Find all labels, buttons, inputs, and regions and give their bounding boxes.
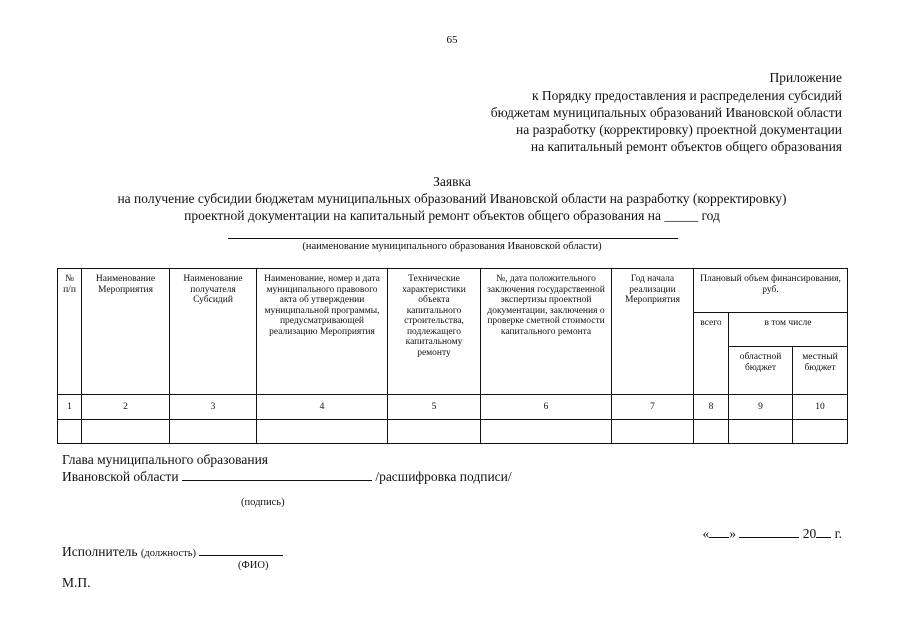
column-number: 5 [388,395,481,420]
header-planned-funding: Плановый объем финансирования, руб. [694,269,848,313]
appendix-line-3: бюджетам муниципальных образований Ивановской области [490,105,842,120]
table-row [58,420,848,444]
appendix-line-2: к Порядку предоставления и распределения субсидий [531,88,842,103]
header-start-year: Год начала реализации Мероприятия [612,269,694,395]
appendix-line-5: на капитальный ремонт объектов общего образования [530,139,842,154]
column-number: 8 [694,395,729,420]
header-total: всего [694,313,729,395]
executor-line [62,544,283,560]
empty-cell[interactable] [58,420,82,444]
header-num: № п/п [58,269,82,395]
header-local-budget: местный бюджет [793,347,848,395]
fio-caption: (ФИО) [238,560,269,571]
empty-cell[interactable] [82,420,170,444]
date-day-blank[interactable] [709,526,729,538]
column-number: 9 [729,395,793,420]
date-year-blank[interactable] [816,526,831,538]
head-title-line-2 [62,469,512,485]
request-title-line-2: проектной документации на капитальный ремонт объектов общего образования на _____ год [184,208,720,223]
empty-cell[interactable] [170,420,257,444]
column-number: 3 [170,395,257,420]
signature-caption: (подпись) [241,497,285,508]
column-number: 1 [58,395,82,420]
head-title-line-1: Глава муниципального образования [62,452,269,467]
empty-cell[interactable] [388,420,481,444]
column-number: 4 [257,395,388,420]
request-table [57,268,848,444]
head-title-region: Ивановской области [62,469,179,484]
date-close-quote: » [729,526,736,541]
column-number: 2 [82,395,170,420]
empty-cell[interactable] [729,420,793,444]
header-recipient: Наименование получателя Субсидий [170,269,257,395]
header-including: в том числе [729,313,848,347]
request-heading: Заявка [433,174,471,189]
column-number: 10 [793,395,848,420]
executor-position: (должность) [140,548,197,559]
request-title-line-1: на получение субсидии бюджетам муниципальных образований Ивановской области на разработку (корректировку) [117,191,787,206]
empty-cell[interactable] [793,420,848,444]
empty-cell[interactable] [257,420,388,444]
empty-cell[interactable] [694,420,729,444]
signature-decoding: /расшифровка подписи/ [375,469,512,484]
empty-cell[interactable] [612,420,694,444]
municipality-caption: (наименование муниципального образования Ивановской области) [302,241,602,252]
column-number: 7 [612,395,694,420]
empty-cell[interactable] [481,420,612,444]
date-year-suffix: г. [834,526,842,541]
date-field [702,526,842,542]
date-year-prefix: 20 [802,526,817,541]
appendix-line-1: Приложение [769,70,842,85]
date-open-quote: « [702,526,710,541]
municipality-blank-line [228,238,678,239]
page-number: 65 [446,34,458,46]
header-regional-budget: областной бюджет [729,347,793,395]
date-month-blank[interactable] [739,526,799,538]
header-legal-act: Наименование, номер и дата муниципального правового акта об утверждении муниципальной программы, предусматривающей реализацию Мероприятия [257,269,388,395]
header-tech-specs: Технические характеристики объекта капитального строительства, подлежащего капитальному ремонту [388,269,481,395]
appendix-line-4: на разработку (корректировку) проектной документации [515,122,842,137]
signature-blank[interactable] [182,469,372,481]
executor-label: Исполнитель [62,544,138,559]
header-event-name: Наименование Мероприятия [82,269,170,395]
executor-blank[interactable] [199,544,283,556]
column-number: 6 [481,395,612,420]
stamp-place: М.П. [62,575,91,590]
header-expert-conclusion: №, дата положительного заключения государственной экспертизы проектной документации, заключения о проверке сметной стоимости капитального ремонта [481,269,612,395]
